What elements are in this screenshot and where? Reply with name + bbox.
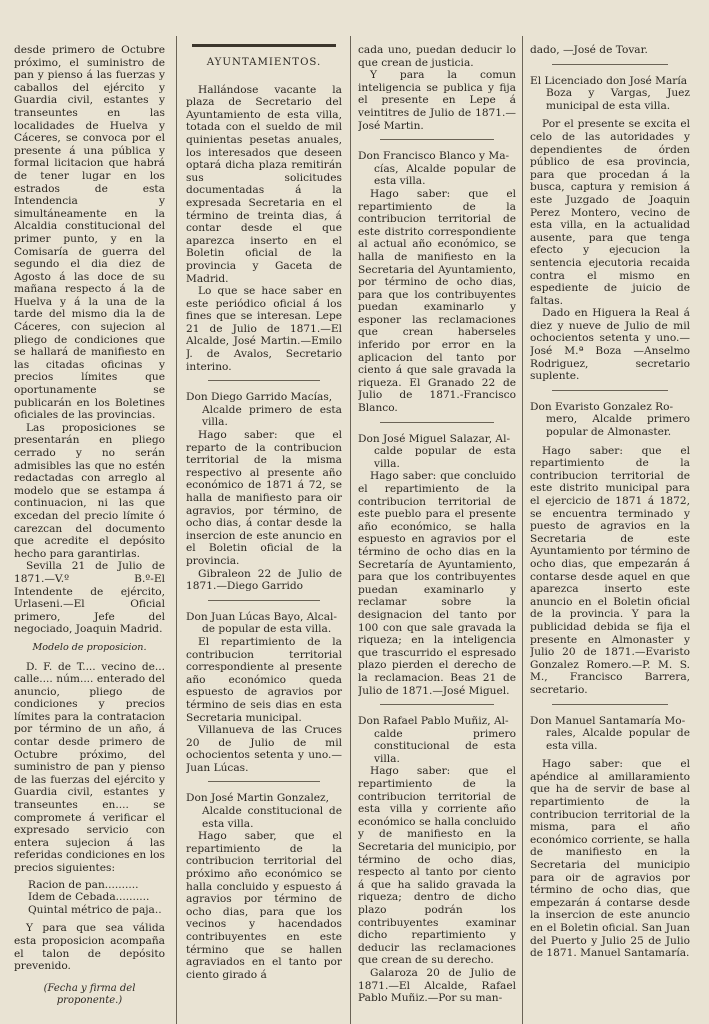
proposal-model-text: D. F. de T.... vecino de... calle.... núm.... enterado del anuncio, pliego de condiciones y precios límites para la contratacion por término de un año, á contar desde primero de Octubre próximo, del suministro de pan y pienso de las fuerzas del ejército y Guardia civil, estantes y transeuntes en.... se compromete á verificar el expresado servicio con entera sujecion á las referidas condiciones en los precios siguientes: bbox=[14, 660, 165, 874]
galaroza-signature: Galaroza 20 de Julio de 1871.—El Alcalde, Rafael Pablo Muñiz.—Por su man- bbox=[358, 966, 516, 1005]
lepe-notice: Hago saber, que el repartimiento de la contribucion territorial del próximo año económico se halla concluido y espuesto á agravios por término de ocho dias, para que los vecinos y hacendados contribuyentes en este término que se hallen agraviados en el tanto por ciento girado á bbox=[186, 830, 342, 981]
intendencia-paragraph-1: desde primero de Octubre próximo, el suministro de pan y pienso á las fuerzas y caballos del ejército y Guardia civil, estantes y transeuntes en las localidades de Huelva y Cáceres, se convoca por el presente á una pública y formal licitacion que habrá de tener lugar en los estrados de esta Intendencia y simultáneamente en la Alcaldia constitucional del primer punto, y en la Comisaría de guerra del segundo el dia diez de Agosto á las doce de su mañana respecto á la de Huelva y á la una de la tarde del mismo dia la de Cáceres, con sujecion al pliego de condiciones que se hallará de manifiesto en las citadas oficinas y precios límites que oportunamente se publicarán en los Boletines oficiales de las provincias. bbox=[14, 44, 165, 422]
heading-line-2: Boza y Vargas, Juez municipal de esta villa. bbox=[546, 87, 690, 112]
villanueva-signature: Villanueva de las Cruces 20 de Julio de mil ochocientos setenta y uno.—Juan Lúcas. bbox=[186, 724, 342, 774]
column-1 bbox=[14, 44, 165, 1016]
lepe-vacancy-notice: Hallándose vacante la plaza de Secretario del Ayuntamiento de esta villa, totada con el sueldo de mil quinientas pesetas anuales, los interesados que deseen optará dicha plaza remitirán sus solicitudes documentadas á la expresada Secretaria en el término de treinta dias, á contar desde el que aparezca inserto en el Boletin oficial de la provincia y Gaceta de Madrid. bbox=[186, 83, 342, 285]
column-divider bbox=[350, 36, 351, 1024]
almonaster-heading bbox=[530, 401, 690, 439]
separator bbox=[380, 422, 494, 423]
higuera-heading bbox=[530, 75, 690, 113]
intendencia-signature: Sevilla 21 de Julio de 1871.—V.º B.º-El Intendente de ejército, Urlaseni.—El Oficial primero, Jefe del negociado, Joaquin Madrid. bbox=[14, 560, 165, 636]
heading-line-1: Don José Miguel Salazar, Al- bbox=[358, 432, 511, 445]
heading-line-1: Don Evaristo Gonzalez Ro- bbox=[530, 400, 674, 413]
heading-line-1: El Licenciado don José María bbox=[530, 74, 688, 87]
heading-line-2: cías, Alcalde popular de esta villa. bbox=[374, 162, 516, 188]
heading-line-2: rales, Alcalde popular de esta villa. bbox=[546, 727, 690, 752]
almonaster-notice: Hago saber: que el repartimiento de la contribucion territorial de este distrito municipal para el ejercicio de 1871 á 1872, se encuentra terminado y puesto de agravios en la Secretaria de este Ayuntamiento por término de ocho dias, que empezarán á contarse desde aquel en que aparezca inserto este anuncio en el Boletin oficial de la provincia. Y para la publicidad debida se fija el presente en Almonaster y Julio 20 de 1871.—Evaristo Gonzalez Romero.—P. M. S. M., Francisco Barrera, secretario. bbox=[530, 444, 690, 696]
heading-line-2: calde popular de esta villa. bbox=[374, 445, 516, 470]
heading-line-1: Don Juan Lúcas Bayo, Alcal- bbox=[186, 610, 338, 623]
san-juan-heading bbox=[530, 715, 690, 753]
date-signature-note: (Fecha y firma del proponente.) bbox=[43, 982, 136, 1007]
villanueva-heading bbox=[186, 611, 342, 636]
gibraleon-signature: Gibraleon 22 de Julio de 1871.—Diego Garrido bbox=[186, 567, 342, 593]
heading-line-1: Don Francisco Blanco y Ma- bbox=[358, 150, 510, 163]
galaroza-heading bbox=[358, 715, 516, 765]
proposal-closing: Y para que sea válida esta proposicion acompaña el talon de depósito prevenido. bbox=[14, 922, 165, 973]
separator bbox=[380, 139, 494, 140]
separator bbox=[208, 781, 320, 782]
gibraleon-notice: Hago saber: que el reparto de la contribucion territorial de la misma respectivo al presente año económico de 1871 á 72, se halla de manifiesto para oir agravios, por término, de ocho dias, á contar desde la insercion de este anuncio en el Boletin oficial de la provincia. bbox=[186, 429, 342, 567]
form-line-cebada: Idem de Cebada.......... bbox=[28, 891, 150, 904]
heading-line-1: Don Manuel Santamaría Mo- bbox=[530, 714, 686, 727]
separator bbox=[208, 380, 320, 381]
separator bbox=[208, 600, 320, 601]
galaroza-signature-continued: dado, —José de Tovar. bbox=[530, 44, 648, 56]
column-2 bbox=[186, 44, 342, 1016]
heading-line-1: Don Diego Garrido Macías, bbox=[186, 391, 333, 404]
lepe-notice-continued: cada uno, puedan deducir lo que crean de justicia. bbox=[358, 44, 516, 69]
heading-line-1: Don José Martin Gonzalez, bbox=[186, 792, 329, 805]
heading-line-2: Alcalde primero de esta villa. bbox=[202, 403, 342, 429]
column-divider bbox=[176, 36, 177, 1024]
lepe-signature: Y para la comun inteligencia se publica y fija el presente en Lepe á veintitres de Julio de 1871.—José Martin. bbox=[358, 69, 516, 132]
section-top-rule bbox=[192, 44, 336, 47]
heading-line-2: de popular de esta villa. bbox=[202, 623, 332, 636]
granado-notice: Hago saber: que el repartimiento de la contribucion territorial de este distrito correspondiente al actual año económico, se halla de manifiesto en la Secretaria del Ayuntamiento, por término de ocho dias, para que los contribuyentes puedan examinarlo y esponer las reclamaciones que crean haberseles inferido por error en la aplicacion del tanto por ciento á que sale gravada la riqueza. El Granado 22 de Julio de 1871.-Francisco Blanco. bbox=[358, 187, 516, 415]
granado-heading bbox=[358, 150, 516, 188]
villanueva-notice: El repartimiento de la contribucion territorial correspondiente al presente año económico queda espuesto de agravios por término de seis dias en esta Secretaria municipal. bbox=[186, 635, 342, 724]
beas-notice: Hago saber: que concluido el repartimiento de la contribucion territorial de este pueblo para el presente año económico, se halla espuesto en agravios por el término de ocho dias en la Secretaría de Ayuntamiento, para que los contribuyentes puedan examinarlo y reclamar sobre la designacion del tanto por 100 con que sale gravada la riqueza; en la inteligencia que trascurrido el espresado plazo pierden el derecho de la reclamacion. Beas 21 de Julio de 1871.—José Miguel. bbox=[358, 470, 516, 697]
beas-heading bbox=[358, 433, 516, 471]
heading-line-2: Alcalde constitucional de esta villa. bbox=[202, 805, 342, 830]
higuera-signature: Dado en Higuera la Real á diez y nueve de Julio de mil ochocientos setenta y uno.—José M.ª Boza —Anselmo Rodriguez, secretario suplente. bbox=[530, 307, 690, 383]
separator bbox=[552, 64, 668, 65]
form-line-paja: Quintal métrico de paja.. bbox=[28, 903, 162, 916]
column-4 bbox=[530, 44, 690, 1016]
column-divider bbox=[522, 36, 523, 1024]
galaroza-notice: Hago saber: que el repartimiento de la contribucion territorial de esta villa y corriente año económico se halla concluido y de manifiesto en la Secretaria del municipio, por término de ocho dias, respecto al tanto por ciento á que ha salido gravada la riqueza; dentro de dicho plazo podrán los contribuyentes examinar dicho repartimiento y deducir las reclamaciones que crean de su derecho. bbox=[358, 765, 516, 967]
heading-line-2: mero, Alcalde primero popular de Almonaster. bbox=[546, 413, 690, 439]
heading-line-1: Don Rafael Pablo Muñiz, Al- bbox=[358, 715, 509, 728]
intendencia-paragraph-2: Las proposiciones se presentarán en pliego cerrado y no serán admisibles las que no estén redactadas con arreglo al modelo que se estampa á continuacion, ni las que excedan del precio límite ó carezcan del documento que acredite el depósito hecho para garantirlas. bbox=[14, 421, 165, 560]
san-juan-notice: Hago saber: que el apéndice al amillaramiento que ha de servir de base al repartimiento de la contribucion territorial de la misma, para el año económico corriente, se halla de manifiesto en la Secretaria del municipio para oir de agravios por término de ocho dias, que empezarán á contarse desde la insercion de este anuncio en el Boletin oficial. San Juan del Puerto y Julio 25 de Julio de 1871. Manuel Santamaría. bbox=[530, 758, 690, 960]
model-title: Modelo de proposicion. bbox=[32, 641, 147, 653]
section-title: AYUNTAMIENTOS. bbox=[206, 57, 322, 68]
heading-line-2: calde primero constitucional de esta villa. bbox=[374, 727, 516, 765]
lepe-heading bbox=[186, 792, 342, 830]
column-3 bbox=[358, 44, 516, 1016]
separator bbox=[380, 704, 494, 705]
separator bbox=[552, 704, 668, 705]
form-line-pan: Racion de pan.......... bbox=[28, 878, 139, 891]
higuera-notice: Por el presente se excita el celo de las autoridades y dependientes de órden público de esa provincia, para que procedan á la busca, captura y remision á este Juzgado de Joaquin Perez Montero, vecino de esta villa, en la actualidad ausente, para que tenga efecto y ejecucion la sentencia ejecutoria recaida contra el mismo en espediente de juicio de faltas. bbox=[530, 118, 690, 307]
gibraleon-heading bbox=[186, 391, 342, 429]
separator bbox=[552, 390, 668, 391]
lepe-vacancy-signature: Lo que se hace saber en este periódico oficial á los fines que se interesan. Lepe 21 de Julio de 1871.—El Alcalde, José Martin.—Emilo J. de Avalos, Secretario interino. bbox=[186, 285, 342, 373]
